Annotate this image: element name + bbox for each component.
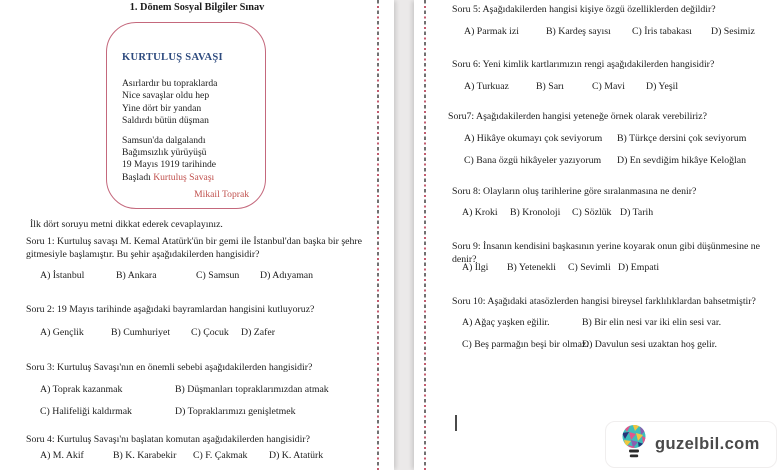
question-3-option-b: B) Düşmanları topraklarımızdan atmak (175, 384, 329, 395)
question-2-option-d: D) Zafer (241, 327, 275, 338)
question-2-option-c: C) Çocuk (191, 327, 229, 338)
question-6-option-d: D) Yeşil (646, 81, 679, 92)
poem-text-box (106, 22, 266, 209)
question-6-option-b: B) Sarı (536, 81, 565, 92)
question-4-option-d: D) K. Atatürk (269, 450, 324, 461)
poem-line: 19 Mayıs 1919 tarihinde (122, 159, 217, 171)
question-10-text: Soru 10: Aşağıdaki atasözlerden hangisi bireysel farklılıklardan bahsetmiştir? (452, 296, 756, 307)
question-4-option-c: C) F. Çakmak (193, 450, 248, 461)
guzelbil-logo[interactable] (605, 421, 777, 468)
question-6-options (464, 80, 678, 93)
question-8-options (462, 206, 653, 219)
instruction-text: İlk dört soruyu metni dikkat ederek cevaplayınız. (30, 219, 223, 230)
question-6-text: Soru 6: Yeni kimlik kartlarımızın rengi aşağıdakilerden hangisidir? (452, 59, 715, 70)
question-1-text: Soru 1: Kurtuluş savaşı M. Kemal Atatürk'ün bir gemi ile İstanbul'dan başka bir şehre gitmesiyle başlamıştır. Bu şehir aşağıdakilerden hangisidir? (26, 236, 363, 260)
question-7-option-b: B) Türkçe dersini çok seviyorum (617, 133, 747, 144)
question-1-option-d: D) Adıyaman (260, 270, 314, 281)
question-5-option-c: C) İris tabakası (632, 26, 692, 37)
question-10-option-c: C) Beş parmağın beşi bir olmaz. (462, 339, 589, 350)
question-3-options (40, 383, 329, 418)
lightbulb-icon (620, 423, 648, 466)
question-10-options (462, 316, 721, 351)
question-9-options (462, 261, 659, 274)
logo-site-name: guzelbil.com (655, 435, 760, 453)
poem-title: KURTULUŞ SAVAŞI (122, 52, 223, 63)
document-page-2[interactable] (414, 0, 780, 470)
question-9-option-b: B) Yetenekli (507, 262, 556, 273)
poem-line: Başladı Kurtuluş Savaşı (122, 171, 215, 183)
question-5-options (464, 25, 755, 38)
poem-stanza-2 (122, 135, 265, 185)
poem-line: Saldırdı bütün düşman (122, 115, 209, 127)
question-3-option-c: C) Halifeliği kaldırmak (40, 406, 132, 417)
question-5-text: Soru 5: Aşağıdakilerden hangisi kişiye özgü özelliklerden değildir? (452, 4, 716, 15)
page-title: 1. Dönem Sosyal Bilgiler Sınav (129, 2, 265, 13)
text-cursor (455, 415, 457, 431)
poem-line: Yine dört bir yandan (122, 102, 202, 114)
question-3-text: Soru 3: Kurtuluş Savaşı'nın en önemli sebebi aşağıdakilerden hangisidir? (26, 362, 313, 373)
question-7-option-d: D) En sevdiğim hikâye Keloğlan (617, 155, 746, 166)
question-6-option-a: A) Turkuaz (464, 81, 509, 92)
question-8-option-b: B) Kronoloji (510, 207, 561, 218)
question-1-option-b: B) Ankara (116, 270, 157, 281)
question-1-options (40, 269, 313, 282)
question-8-option-d: D) Tarih (620, 207, 654, 218)
question-4-options (40, 449, 323, 462)
question-4-option-a: A) M. Akif (40, 450, 84, 461)
page-edge-dashed-border (424, 0, 426, 470)
poem-line: Asırlardır bu topraklarda (122, 78, 218, 89)
poem-line: Bağımsızlık yürüyüşü (122, 147, 207, 159)
question-1-option-a: A) İstanbul (40, 270, 85, 281)
question-7-option-a: A) Hikâye okumayı çok seviyorum (464, 133, 603, 144)
question-3-option-d: D) Topraklarımızı genişletmek (175, 406, 296, 417)
question-9-option-c: C) Sevimli (568, 262, 611, 273)
question-5-option-b: B) Kardeş sayısı (546, 26, 611, 37)
question-8-text: Soru 8: Olayların oluş tarihlerine göre sıralanmasına ne denir? (452, 186, 697, 197)
poem-highlight: Kurtuluş Savaşı (153, 171, 215, 183)
question-9-text: Soru 9: İnsanın kendisini başkasının yerine koyarak onun gibi düşünmesine ne denir? (452, 241, 761, 265)
question-2-options (40, 326, 275, 339)
question-7-options (464, 132, 746, 167)
poem-line: Nice savaşlar oldu hep (122, 90, 210, 102)
question-6-option-c: C) Mavi (592, 81, 625, 92)
question-8-option-a: A) Kroki (462, 207, 498, 218)
question-3-option-a: A) Toprak kazanmak (40, 384, 123, 395)
poem-line: Samsun'da dalgalandı (122, 134, 206, 146)
question-2-option-b: B) Cumhuriyet (111, 327, 171, 338)
question-2-text: Soru 2: 19 Mayıs tarihinde aşağıdaki bayramlardan hangisini kutluyoruz? (26, 304, 315, 315)
question-2-option-a: A) Gençlik (40, 327, 84, 338)
question-4-text: Soru 4: Kurtuluş Savaşı'nı başlatan komutan aşağıdakilerden hangisidir? (26, 434, 310, 445)
question-10-option-a: A) Ağaç yaşken eğilir. (462, 317, 550, 328)
page-edge-dashed-border (377, 0, 379, 470)
poem-stanza-1 (122, 78, 265, 128)
question-8-option-c: C) Sözlük (572, 207, 612, 218)
question-9-option-a: A) İlgi (462, 262, 489, 273)
question-10-option-d: D) Davulun sesi uzaktan hoş gelir. (582, 339, 717, 350)
question-5-option-a: A) Parmak izi (464, 26, 519, 37)
question-1-option-c: C) Samsun (196, 270, 240, 281)
question-7-option-c: C) Bana özgü hikâyeler yazıyorum (464, 155, 602, 166)
question-10-option-b: B) Bir elin nesi var iki elin sesi var. (582, 317, 722, 328)
poem-author: Mikail Toprak (194, 189, 249, 201)
question-7-text: Soru7: Aşağıdakilerden hangisi yeteneğe örnek olarak verebiliriz? (448, 111, 707, 122)
question-5-option-d: D) Sesimiz (711, 26, 755, 37)
question-9-option-d: D) Empati (618, 262, 660, 273)
question-4-option-b: B) K. Karabekir (113, 450, 177, 461)
